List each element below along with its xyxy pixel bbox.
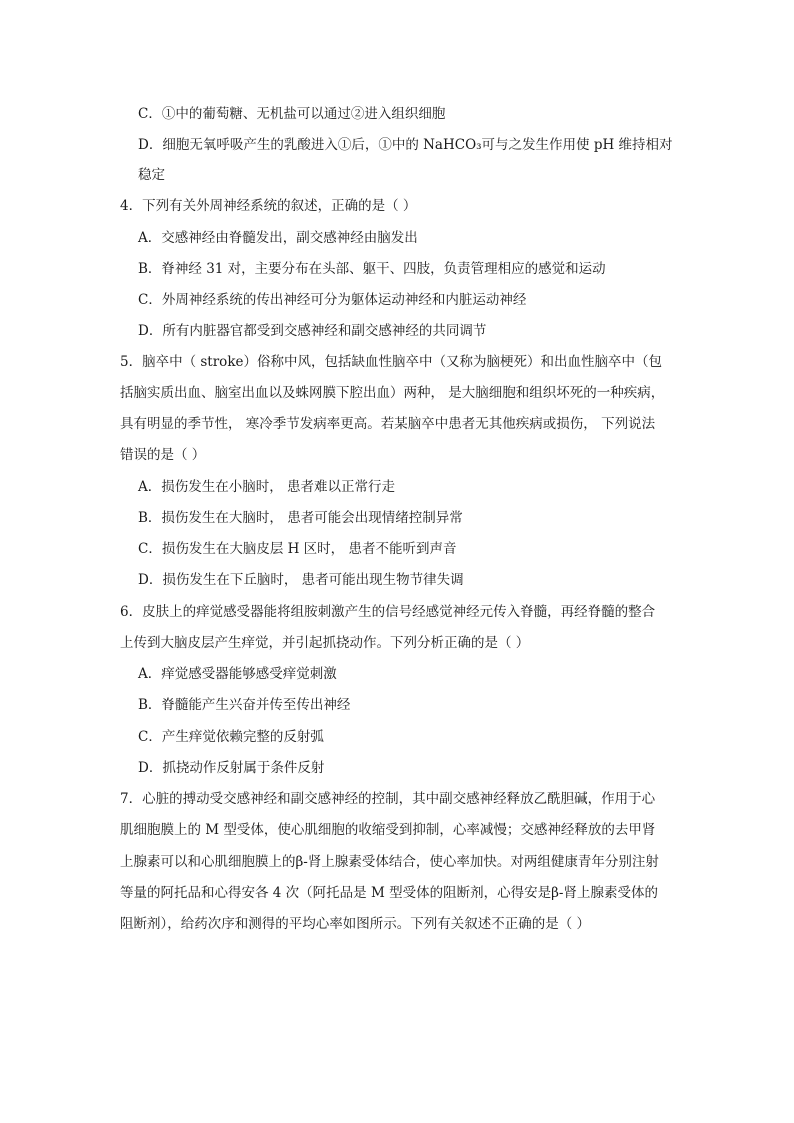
q7-stem-line5: 阻断剂），给药次序和测得的平均心率如图所示。下列有关叙述不正确的是（ ） <box>120 916 591 932</box>
q5-stem-line2: 括脑实质出血、脑室出血以及蛛网膜下腔出血）两种， 是大脑细胞和组织坏死的一种疾病， <box>120 385 665 401</box>
q5-stem-line4: 错误的是（ ） <box>120 447 206 463</box>
q6-option-d: D．抓挠动作反射属于条件反射 <box>138 760 325 776</box>
q4-option-d: D．所有内脏器官都受到交感神经和副交感神经的共同调节 <box>138 323 487 339</box>
q3-option-d-line2: 稳定 <box>138 167 165 183</box>
q5-stem-line3: 具有明显的季节性， 寒冷季节发病率更高。若某脑卒中患者无其他疾病或损伤， 下列说法 <box>120 416 656 432</box>
q5-option-a: A．损伤发生在小脑时， 患者难以正常行走 <box>138 479 396 495</box>
q5-option-c: C．损伤发生在大脑皮层 H 区时， 患者不能听到声音 <box>138 541 457 557</box>
q5-stem-line1: 5．脑卒中（ stroke）俗称中风，包括缺血性脑卒中（又称为脑梗死）和出血性脑卒中（包 <box>120 354 662 370</box>
q4-option-b: B．脊神经 31 对，主要分布在头部、躯干、四肢，负责管理相应的感觉和运动 <box>138 261 606 277</box>
q3-option-d-line1: D．细胞无氧呼吸产生的乳酸进入①后，①中的 NaHCO₃可与之发生作用使 pH 维持相对 <box>138 137 673 153</box>
q6-option-b: B．脊髓能产生兴奋并传至传出神经 <box>138 697 351 713</box>
q4-option-a: A．交感神经由脊髓发出，副交感神经由脑发出 <box>138 230 418 246</box>
q7-stem-line4: 等量的阿托品和心得安各 4 次（阿托品是 M 型受体的阻断剂，心得安是β-肾上腺素受体的 <box>120 885 658 901</box>
q7-stem-line2: 肌细胞膜上的 M 型受体，使心肌细胞的收缩受到抑制，心率减慢；交感神经释放的去甲肾 <box>120 822 656 838</box>
q5-option-b: B．损伤发生在大脑时， 患者可能会出现情绪控制异常 <box>138 510 463 526</box>
q4-option-c: C．外周神经系统的传出神经可分为躯体运动神经和内脏运动神经 <box>138 292 527 308</box>
q6-option-a: A．痒觉感受器能够感受痒觉刺激 <box>138 666 337 682</box>
q3-option-c: C．①中的葡萄糖、无机盐可以通过②进入组织细胞 <box>138 106 446 122</box>
q6-option-c: C．产生痒觉依赖完整的反射弧 <box>138 729 324 745</box>
q7-stem-line1: 7．心脏的搏动受交感神经和副交感神经的控制，其中副交感神经释放乙酰胆碱，作用于心 <box>120 791 656 807</box>
q4-stem: 4．下列有关外周神经系统的叙述，正确的是（ ） <box>120 198 417 214</box>
q6-stem-line2: 上传到大脑皮层产生痒觉，并引起抓挠动作。下列分析正确的是（ ） <box>120 635 530 651</box>
q6-stem-line1: 6．皮肤上的痒觉感受器能将组胺刺激产生的信号经感觉神经元传入脊髓，再经脊髓的整合 <box>120 604 656 620</box>
q5-option-d: D．损伤发生在下丘脑时， 患者可能出现生物节律失调 <box>138 572 464 588</box>
q7-stem-line3: 上腺素可以和心肌细胞膜上的β-肾上腺素受体结合，使心率加快。对两组健康青年分别注射 <box>120 854 659 870</box>
